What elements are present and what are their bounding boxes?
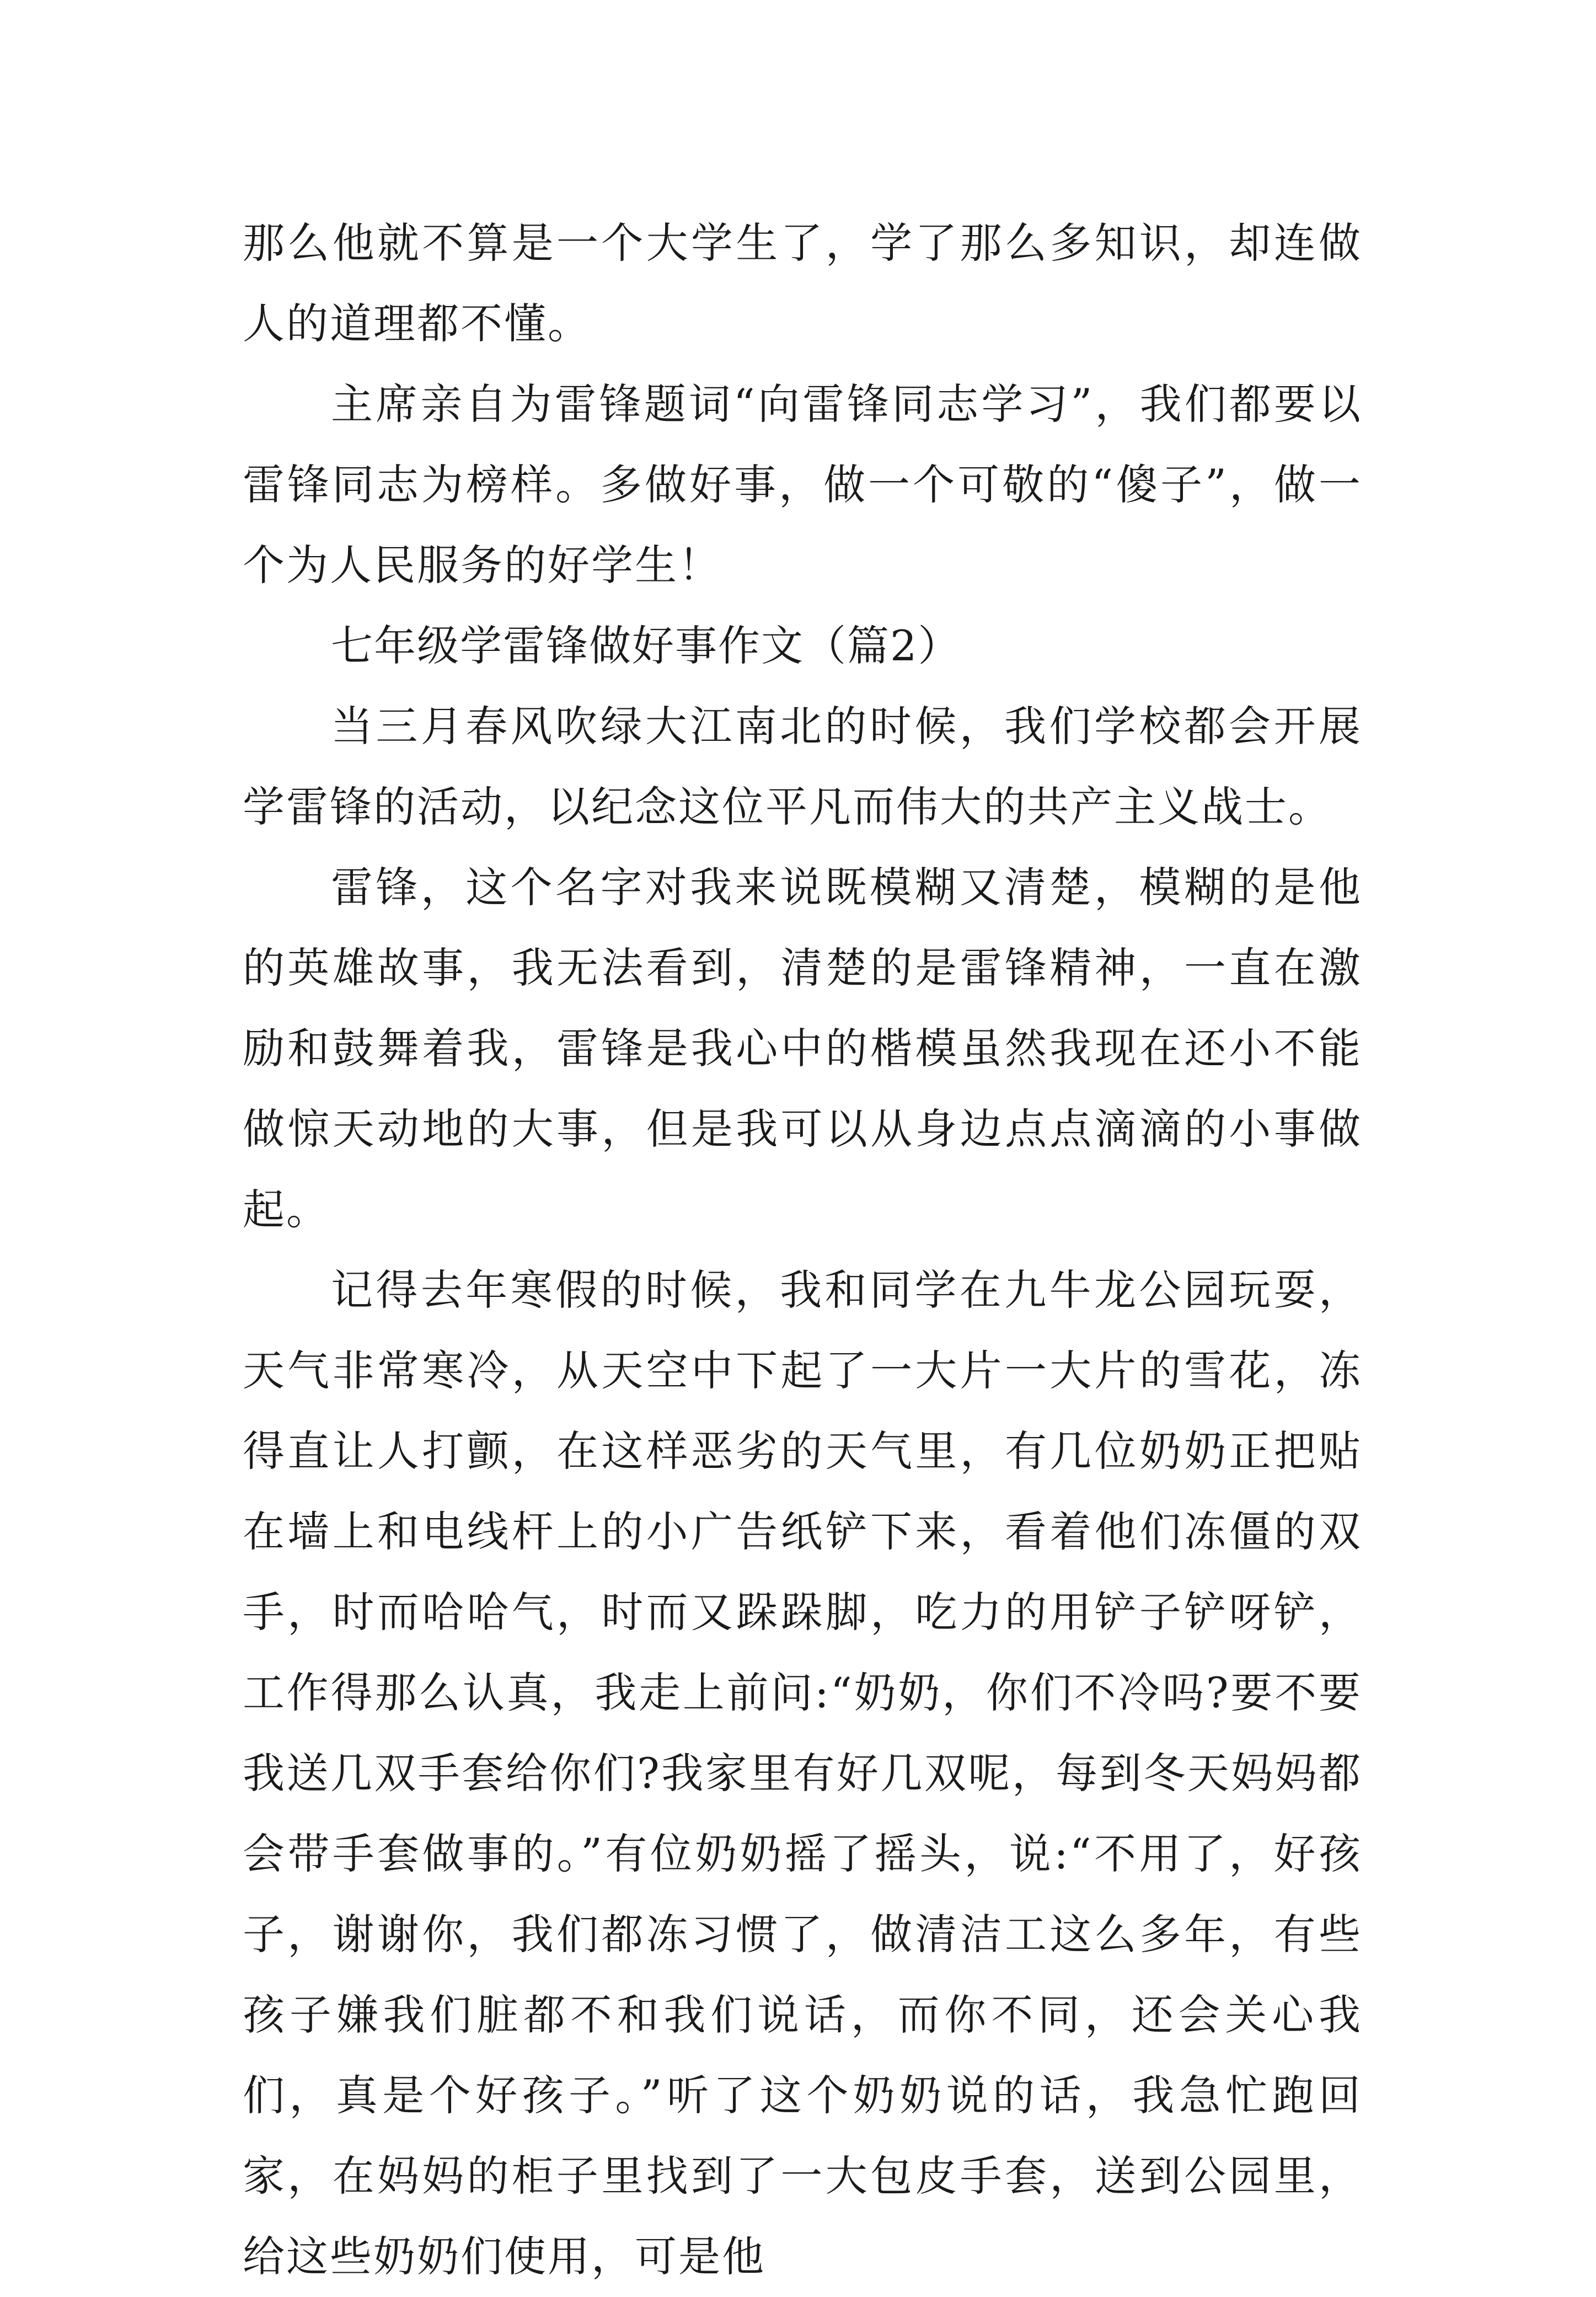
paragraph-winter-story: 记得去年寒假的时候，我和同学在九牛龙公园玩耍，天气非常寒冷，从天空中下起了一大片一大片的雪花，冻得直让人打颤，在这样恶劣的天气里，有几位奶奶正把贴在墙上和电线杆上的小广告纸铲下来，看着他们冻僵的双手，时而哈哈气，时而又跺跺脚，吃力的用铲子铲呀铲，工作得那么认真，我走上前问:“奶奶，你们不冷吗?要不要我送几双手套给你们?我家里有好几双呢，每到冬天妈妈都会带手套做事的。”有位奶奶摇了摇头，说:“不用了，好孩子，谢谢你，我们都冻习惯了，做清洁工这么多年，有些孩子嫌我们脏都不和我们说话，而你不同，还会关心我们，真是个好孩子。”听了这个奶奶说的话，我急忙跑回家，在妈妈的柜子里找到了一大包皮手套，送到公园里，给这些奶奶们使用，可是他 (243, 1265, 1362, 2281)
section-heading: 七年级学雷锋做好事作文（篇2） (331, 621, 961, 670)
paragraph-chairman-inscription: 主席亲自为雷锋题词“向雷锋同志学习”，我们都要以雷锋同志为榜样。多做好事，做一个可敬的“傻子”，做一个为人民服务的好学生！ (243, 380, 1362, 590)
essay-body (243, 203, 1362, 2297)
paragraph-march-spring: 当三月春风吹绿大江南北的时候，我们学校都会开展学雷锋的活动，以纪念这位平凡而伟大的共产主义战士。 (243, 702, 1362, 831)
paragraph-lei-feng-name: 雷锋，这个名字对我来说既模糊又清楚，模糊的是他的英雄故事，我无法看到，清楚的是雷锋精神，一直在激励和鼓舞着我，雷锋是我心中的楷模虽然我现在还小不能做惊天动地的大事，但是我可以从身边点点滴滴的小事做起。 (243, 863, 1362, 1234)
paragraph-continuation: 那么他就不算是一个大学生了，学了那么多知识，却连做人的道理都不懂。 (243, 218, 1362, 348)
